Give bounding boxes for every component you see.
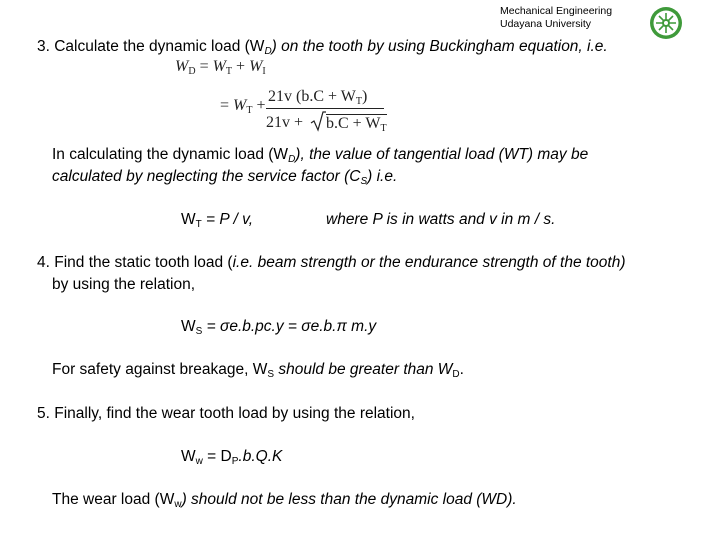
safety-sub2: D bbox=[452, 369, 460, 380]
formula-num-end: ) bbox=[361, 88, 368, 105]
step3-text bbox=[37, 38, 608, 56]
ws-rest: = σe.b.pc.y = σe.b.π m.y bbox=[202, 318, 377, 335]
ww-sub2: P bbox=[231, 456, 239, 467]
formula-line1 bbox=[175, 58, 266, 76]
formula-den-a: 21v + bbox=[266, 114, 304, 131]
formula-wt: W bbox=[212, 58, 226, 75]
step5-text bbox=[37, 405, 415, 423]
step4-line1-a: 4. Find the static tooth load ( bbox=[37, 254, 233, 271]
wt-equation bbox=[181, 211, 253, 229]
header-dept: Mechanical Engineering bbox=[500, 5, 613, 17]
formula-den-sub: T bbox=[380, 123, 387, 134]
step4-line2-a: by using the relation, bbox=[52, 276, 196, 293]
formula-lhs-sub: D bbox=[188, 66, 196, 77]
sqrt-icon bbox=[310, 110, 326, 132]
formula-wt2-sub: T bbox=[246, 105, 253, 116]
header-university: Udayana University bbox=[500, 18, 592, 30]
ws-w: W bbox=[181, 318, 196, 335]
para1-line1-a: In calculating the dynamic load (W bbox=[52, 146, 289, 163]
university-logo bbox=[649, 6, 683, 40]
wear-a: The wear load (W bbox=[52, 491, 175, 508]
safety-b: should be greater than W bbox=[274, 361, 453, 378]
header bbox=[500, 5, 648, 31]
ww-rest: .b.Q.K bbox=[238, 448, 283, 465]
step4-line2 bbox=[52, 276, 195, 294]
formula-num-sub: T bbox=[355, 96, 362, 107]
formula-denominator bbox=[266, 114, 303, 132]
para1-line2-a: calculated by neglecting the service factor (C bbox=[52, 168, 361, 185]
ws-equation bbox=[181, 318, 376, 336]
wt-where bbox=[326, 211, 555, 229]
ww-w: W bbox=[181, 448, 196, 465]
formula-eq2: = bbox=[220, 97, 230, 114]
ws-sub: S bbox=[195, 326, 203, 337]
para1-line1-sub: D bbox=[288, 154, 296, 165]
formula-wi-sub: I bbox=[262, 66, 266, 77]
para1-line1-b: ), the value of tangential load (WT) may be bbox=[295, 146, 589, 163]
ww-mid: = D bbox=[202, 448, 232, 465]
safety-c: . bbox=[459, 361, 464, 378]
formula-plus: + bbox=[236, 58, 246, 75]
safety-sub: S bbox=[267, 369, 275, 380]
wear-b: ) should not be less than the dynamic load (WD). bbox=[181, 491, 517, 508]
formula-radicand bbox=[326, 114, 387, 133]
wt-where-text: where P is in watts and v in m / s. bbox=[326, 211, 556, 228]
step5-text-span: 5. Finally, find the wear tooth load by using the relation, bbox=[37, 405, 415, 422]
formula-line2 bbox=[220, 97, 266, 115]
formula-wt-sub: T bbox=[225, 66, 233, 77]
safety-text bbox=[52, 361, 464, 379]
wt-w: W bbox=[181, 211, 196, 228]
para1-line1 bbox=[52, 146, 588, 164]
formula-lhs: W bbox=[175, 58, 189, 75]
formula-num: 21v (b.C + W bbox=[268, 88, 356, 105]
step3-text-b: ) on the tooth by using Buckingham equation, i.e. bbox=[271, 38, 608, 55]
formula-fraction-bar bbox=[266, 108, 384, 109]
wear-text bbox=[52, 491, 517, 509]
para1-line2-sub: S bbox=[360, 176, 368, 187]
formula-wi: W bbox=[249, 58, 263, 75]
step4-line1 bbox=[37, 254, 626, 272]
wear-sub: w bbox=[174, 499, 182, 510]
formula-den-b: b.C + W bbox=[326, 115, 381, 132]
step3-text-a: 3. Calculate the dynamic load (W bbox=[37, 38, 265, 55]
formula-eq: = bbox=[199, 58, 209, 75]
step4-line1-b: i.e. beam strength or the endurance strength of the tooth) bbox=[232, 254, 626, 271]
formula-numerator bbox=[268, 88, 367, 106]
step3-sub: D bbox=[264, 46, 272, 57]
wt-rest: = P / v, bbox=[201, 211, 254, 228]
para1-line2 bbox=[52, 168, 397, 186]
formula-wt2: W bbox=[233, 97, 247, 114]
para1-line2-b: ) i.e. bbox=[367, 168, 398, 185]
ww-equation bbox=[181, 448, 282, 466]
wt-sub: T bbox=[195, 219, 202, 230]
formula-plus2: + bbox=[256, 97, 266, 114]
ww-sub: w bbox=[195, 456, 203, 467]
safety-a: For safety against breakage, W bbox=[52, 361, 268, 378]
